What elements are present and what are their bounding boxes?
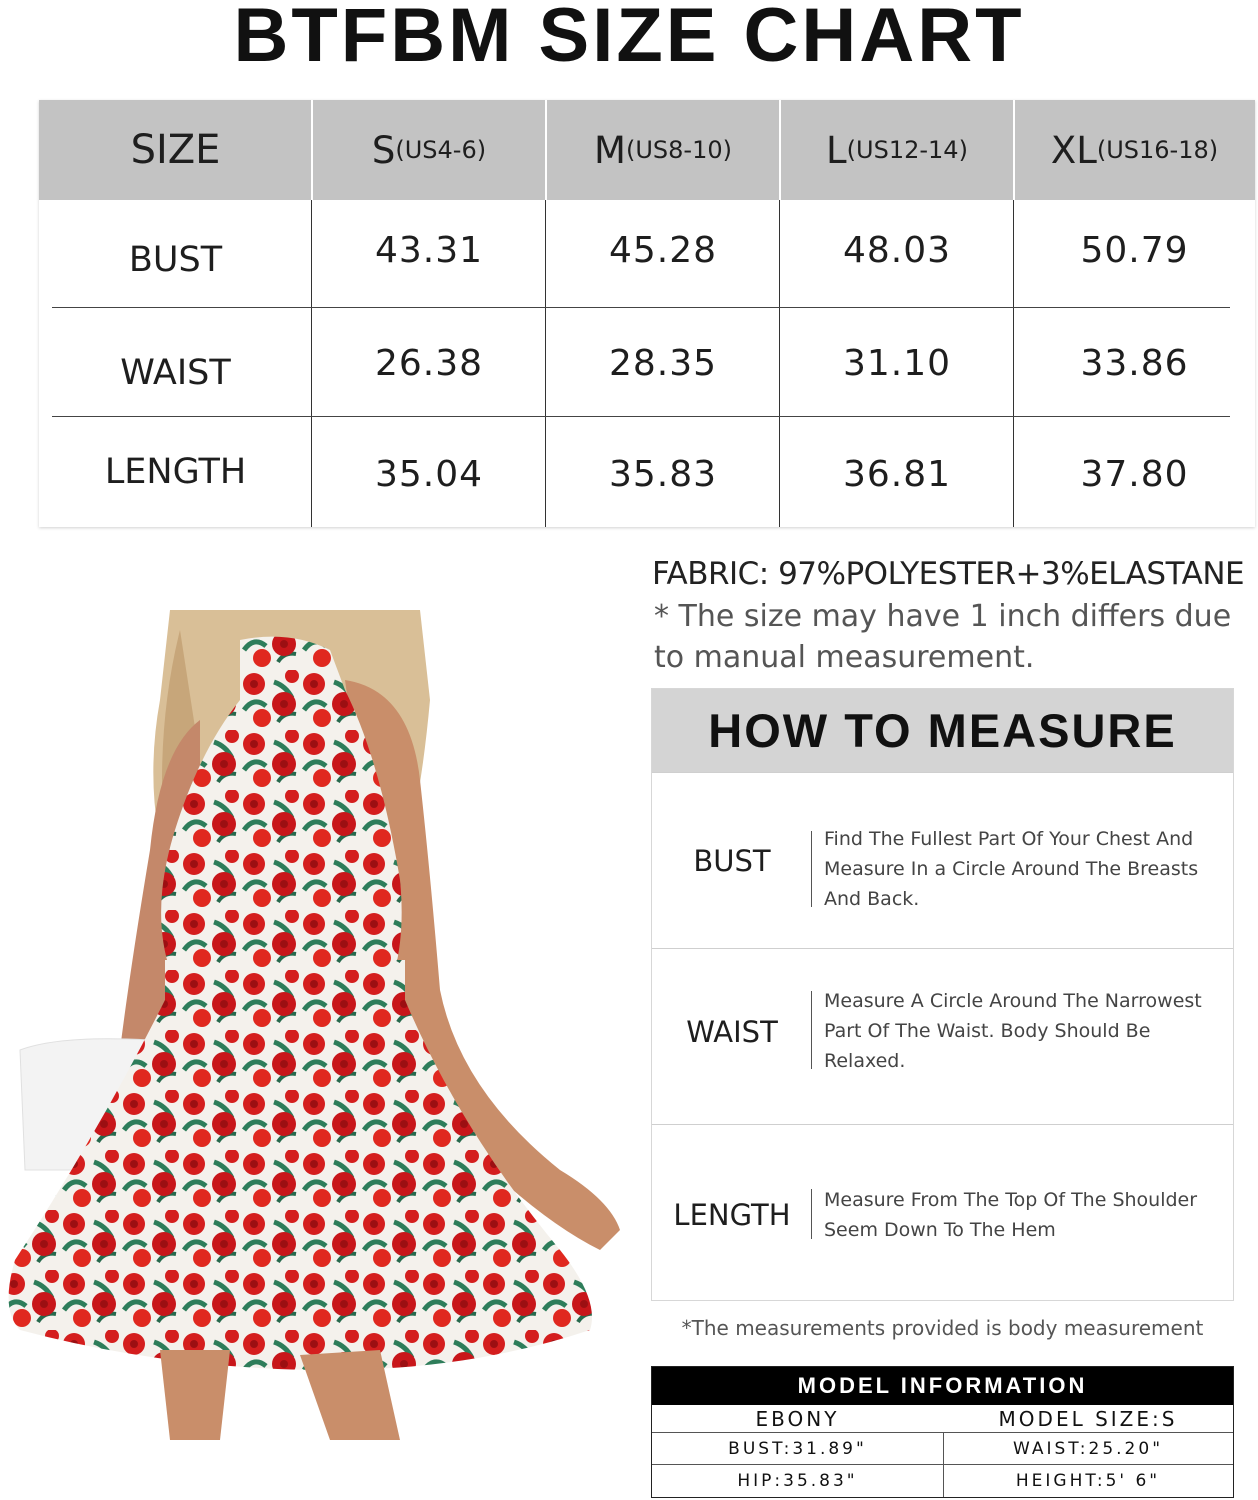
size-column-us: (US16-18) [1096,136,1219,164]
model-information-title: MODEL INFORMATION [652,1367,1233,1405]
size-column-m [546,100,780,200]
table-cell: 37.80 [1080,453,1189,495]
size-difference-note: * The size may have 1 inch differs due to manual measurement. [654,599,1232,675]
table-cell: 28.35 [608,342,718,384]
header-divider [779,100,781,200]
size-table-header [39,100,1255,200]
dress-illustration [0,610,640,1440]
how-to-measure-panel [651,688,1234,1301]
size-column-name: S [371,128,396,172]
measure-description: Measure A Circle Around The Narrowest Part Of The Waist. Body Should Be Relaxed. [824,990,1202,1072]
size-header-cell [39,100,312,200]
model-hip: HIP:35.83" [737,1471,858,1491]
measure-label: WAIST [686,1015,778,1049]
table-cell: 50.79 [1080,229,1189,271]
table-cell: 31.10 [842,342,952,384]
model-column-divider [943,1432,944,1497]
table-cell: 48.03 [842,229,952,271]
model-bust: BUST:31.89" [728,1438,867,1459]
measure-divider [811,1189,812,1239]
size-column-us: (US4-6) [395,136,487,164]
size-column-us: (US12-14) [846,136,968,164]
row-label-length: LENGTH [104,452,247,492]
size-column-name: XL [1050,128,1097,172]
table-cell: 45.28 [608,229,718,271]
table-cell: 33.86 [1080,342,1189,384]
measure-label: LENGTH [673,1198,791,1232]
table-cell: 26.38 [374,342,484,384]
table-cell: 43.31 [374,229,484,271]
measure-description: Measure From The Top Of The Shoulder Seem Down To The Hem [824,1189,1198,1241]
size-column-l [780,100,1014,200]
model-information-table [651,1366,1234,1498]
fabric-label: FABRIC: [652,556,769,592]
measure-divider [811,991,812,1069]
size-column-name: M [594,128,626,172]
size-column-xl [1014,100,1255,200]
row-label-bust: BUST [128,240,223,280]
table-cell: 36.81 [842,453,952,495]
row-label-waist: WAIST [120,353,231,393]
header-divider [311,100,313,200]
measure-row-bust [652,772,1233,948]
header-divider [545,100,547,200]
size-column-name: L [826,128,847,172]
model-name: EBONY [755,1406,840,1431]
fabric-info [652,556,1244,592]
measure-row-waist [652,948,1233,1124]
header-divider [1013,100,1015,200]
size-header-label: SIZE [130,127,221,173]
table-cell: 35.04 [374,453,484,495]
page-title: BTFBM SIZE CHART [233,0,1025,78]
model-photo [0,610,640,1440]
size-column-us: (US8-10) [625,136,732,164]
how-to-measure-title: HOW TO MEASURE [652,689,1233,772]
model-size: MODEL SIZE:S [998,1406,1178,1431]
body-measurement-note: *The measurements provided is body measurement [681,1316,1204,1340]
size-chart-table [39,100,1255,527]
size-column-s [312,100,546,200]
measure-description: Find The Fullest Part Of Your Chest And Measure In a Circle Around The Breasts And Back. [824,828,1199,910]
fabric-value: 97%POLYESTER+3%ELASTANE [768,556,1245,592]
measure-row-length [652,1124,1233,1300]
table-cell: 35.83 [608,453,718,495]
measure-divider [811,831,812,907]
measure-label: BUST [693,844,771,878]
model-waist: WAIST:25.20" [1012,1438,1164,1459]
model-height: HEIGHT:5' 6" [1015,1471,1161,1491]
